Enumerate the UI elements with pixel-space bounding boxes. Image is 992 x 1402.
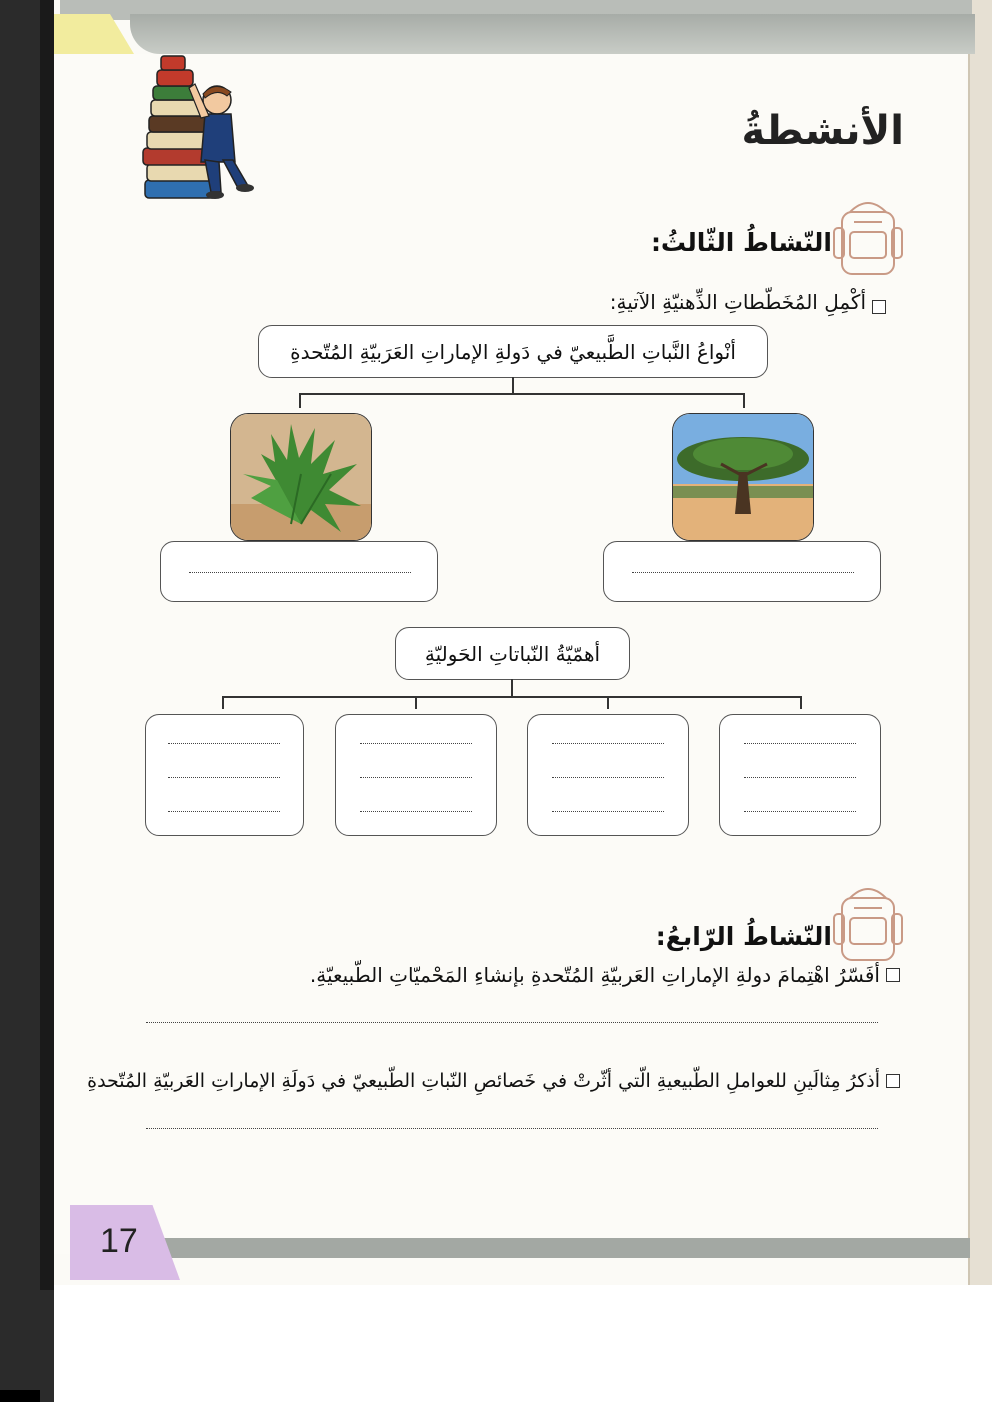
dotted-answer-line bbox=[189, 572, 411, 573]
below-page-area bbox=[54, 1285, 992, 1402]
answer-box-left[interactable] bbox=[160, 541, 438, 602]
importance-box-4[interactable] bbox=[719, 714, 881, 836]
dotted-answer-line bbox=[168, 811, 280, 812]
dotted-answer-line bbox=[168, 743, 280, 744]
connector bbox=[299, 393, 301, 408]
dotted-answer-line bbox=[552, 811, 664, 812]
dotted-answer-line bbox=[360, 777, 472, 778]
activity3-instruction: أكْمِلِ المُخَطّطاتِ الذِّهنيّةِ الآتيةِ: bbox=[609, 290, 866, 314]
answer-box-right[interactable] bbox=[603, 541, 881, 602]
page-title: الأنشطةُ bbox=[741, 108, 904, 154]
dotted-answer-line bbox=[552, 777, 664, 778]
instruction-checkbox-icon bbox=[872, 300, 886, 314]
books-boy-illustration bbox=[135, 52, 260, 204]
map1-title: أنْواعُ النَّباتِ الطَّبيعيّ في دَولةِ الإماراتِ العَرَبيّةِ المُتّحدةِ bbox=[290, 339, 736, 364]
annual-plant-photo bbox=[230, 413, 372, 541]
dotted-answer-line bbox=[168, 777, 280, 778]
dotted-answer-line bbox=[360, 811, 472, 812]
connector bbox=[299, 393, 745, 395]
map1-title-box bbox=[258, 325, 768, 378]
footer-band bbox=[150, 1238, 970, 1258]
backpack-icon bbox=[832, 878, 904, 964]
answer-line-q2[interactable] bbox=[146, 1128, 878, 1129]
dotted-answer-line bbox=[632, 572, 854, 573]
page-number: 17 bbox=[100, 1222, 138, 1260]
dotted-answer-line bbox=[744, 743, 856, 744]
importance-box-1[interactable] bbox=[145, 714, 304, 836]
dotted-answer-line bbox=[744, 777, 856, 778]
answer-line-q1[interactable] bbox=[146, 1022, 878, 1023]
activity4-question1: أفَسّرُ اهْتِمامَ دولةِ الإماراتِ العَربيّةِ المُتّحدةِ بإنشاءِ المَحْميّاتِ الطّبيعيّةِ. bbox=[309, 963, 880, 987]
activity4-question2: أذكرُ مِثالَينِ للعواملِ الطّبيعيةِ الّتي أثّرتْ في خَصائصِ النّباتِ الطّبيعيّ في دَولَةِ الإماراتِ العَربيّةِ المُتّحدةِ bbox=[87, 1070, 880, 1092]
activity3-heading: النّشاطُ الثّالثُ: bbox=[650, 228, 832, 257]
question-checkbox-icon bbox=[886, 1074, 900, 1088]
book-spine-shadow bbox=[40, 0, 54, 1290]
scan-corner bbox=[0, 1390, 40, 1402]
question-checkbox-icon bbox=[886, 968, 900, 982]
dotted-answer-line bbox=[744, 811, 856, 812]
acacia-tree-photo bbox=[672, 413, 814, 541]
map2-title: أهمّيّةُ النّباتاتِ الحَوليّةِ bbox=[424, 641, 601, 666]
connector bbox=[743, 393, 745, 408]
header-band bbox=[130, 14, 975, 54]
connector bbox=[415, 696, 417, 709]
backpack-icon bbox=[832, 192, 904, 278]
connector bbox=[222, 696, 802, 698]
connector bbox=[607, 696, 609, 709]
connector bbox=[222, 696, 224, 709]
importance-box-2[interactable] bbox=[335, 714, 497, 836]
connector bbox=[511, 679, 513, 697]
importance-box-3[interactable] bbox=[527, 714, 689, 836]
activity4-heading: النّشاطُ الرّابعُ: bbox=[655, 922, 832, 951]
connector bbox=[800, 696, 802, 709]
connector bbox=[512, 377, 514, 394]
dotted-answer-line bbox=[552, 743, 664, 744]
page-edge bbox=[968, 0, 992, 1290]
dotted-answer-line bbox=[360, 743, 472, 744]
map2-title-box bbox=[395, 627, 630, 680]
